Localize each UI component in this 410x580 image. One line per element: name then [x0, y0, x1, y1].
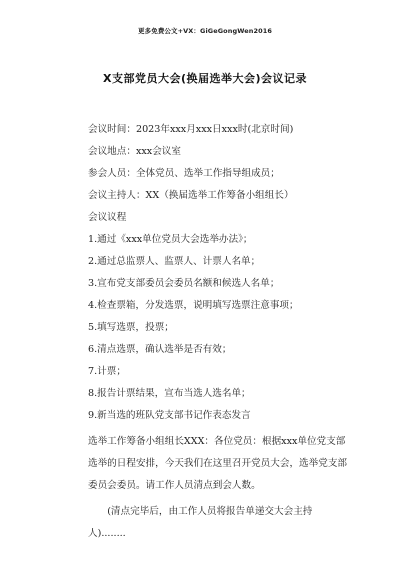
agenda-item: 4.检查票箱，分发选票，说明填写选票注意事项； — [88, 300, 299, 311]
agenda-item: 7.计票； — [88, 366, 126, 377]
meeting-time: 会议时间：2023年xxx月xxx日xxx时(北京时间) — [88, 124, 294, 135]
agenda-item: 3.宣布党支部委员会委员名额和候选人名单； — [88, 278, 280, 289]
meeting-host: 会议主持人：XX（换届选举工作筹备小组组长） — [88, 190, 294, 201]
header-note: 更多免费公文+VX：GiGeGongWen2016 — [138, 27, 272, 35]
agenda-item: 1.通过《xxx单位党员大会选举办法》； — [88, 234, 253, 245]
agenda-item: 2.通过总监票人、监票人、计票人名单； — [88, 256, 261, 267]
agenda-item: 8.报告计票结果，宣布当选人选名单； — [88, 388, 251, 399]
procedure-note: (清点完毕后，由工作人员将报告单递交大会主持人)........ — [88, 506, 313, 539]
agenda-item: 6.清点选票，确认选举是否有效； — [88, 344, 232, 355]
document-title: X支部党员大会(换届选举大会)会议记录 — [102, 72, 308, 85]
agenda-item: 5.填写选票，投票； — [88, 322, 174, 333]
opening-speech: 选举工作筹备小组组长XXX：各位党员：根据xxx单位党支部选举的日程安排，今天我们在这里召开党员大会，选举党支部委员会委员。请工作人员清点到会人数。 — [88, 436, 348, 491]
agenda-heading: 会议议程 — [88, 212, 127, 223]
document-body — [88, 119, 350, 545]
agenda-item: 9.新当选的班队党支部书记作表态发言 — [88, 410, 251, 421]
meeting-place: 会议地点：xxx会议室 — [88, 146, 181, 157]
meeting-attendees: 参会人员：全体党员、选举工作指导组成员； — [88, 168, 280, 179]
